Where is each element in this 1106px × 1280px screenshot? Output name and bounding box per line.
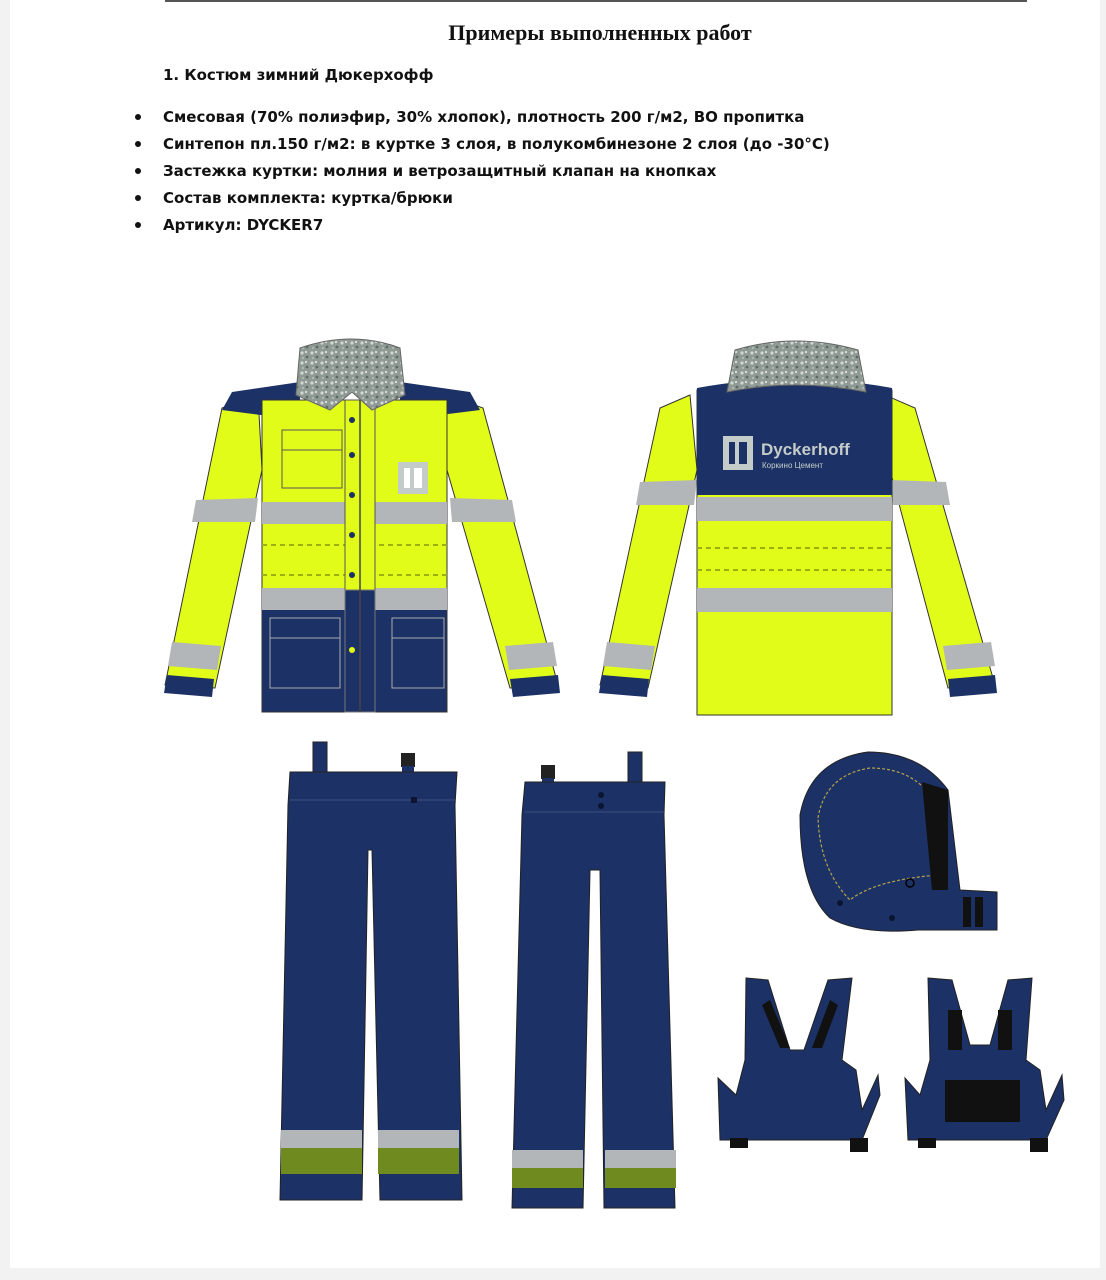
spec-article: Артикул: DYCKER7 — [135, 214, 830, 241]
spec-set: Состав комплекта: куртка/брюки — [135, 187, 830, 214]
page-title: Примеры выполненных работ — [448, 20, 752, 45]
trousers-back — [512, 752, 676, 1208]
spec-fastening: Застежка куртки: молния и ветрозащитный клапан на кнопках — [135, 160, 830, 187]
spec-insulation: Синтепон пл.150 г/м2: в куртке 3 слоя, в полукомбинезоне 2 слоя (до -30°С) — [135, 133, 830, 160]
trousers-front — [280, 742, 462, 1200]
bib-front — [718, 978, 880, 1152]
item-heading: 1. Костюм зимний Дюкерхофф — [163, 66, 434, 84]
bib-back — [905, 978, 1064, 1152]
back-logo-brand: Dyckerhoff — [761, 440, 850, 459]
hood — [800, 752, 997, 931]
jacket-back — [599, 341, 997, 715]
back-logo-sub: Коркино Цемент — [762, 461, 824, 470]
spec-fabric: Смесовая (70% полиэфир, 30% хлопок), плотность 200 г/м2, ВО пропитка — [135, 106, 830, 133]
jacket-front — [164, 339, 560, 712]
